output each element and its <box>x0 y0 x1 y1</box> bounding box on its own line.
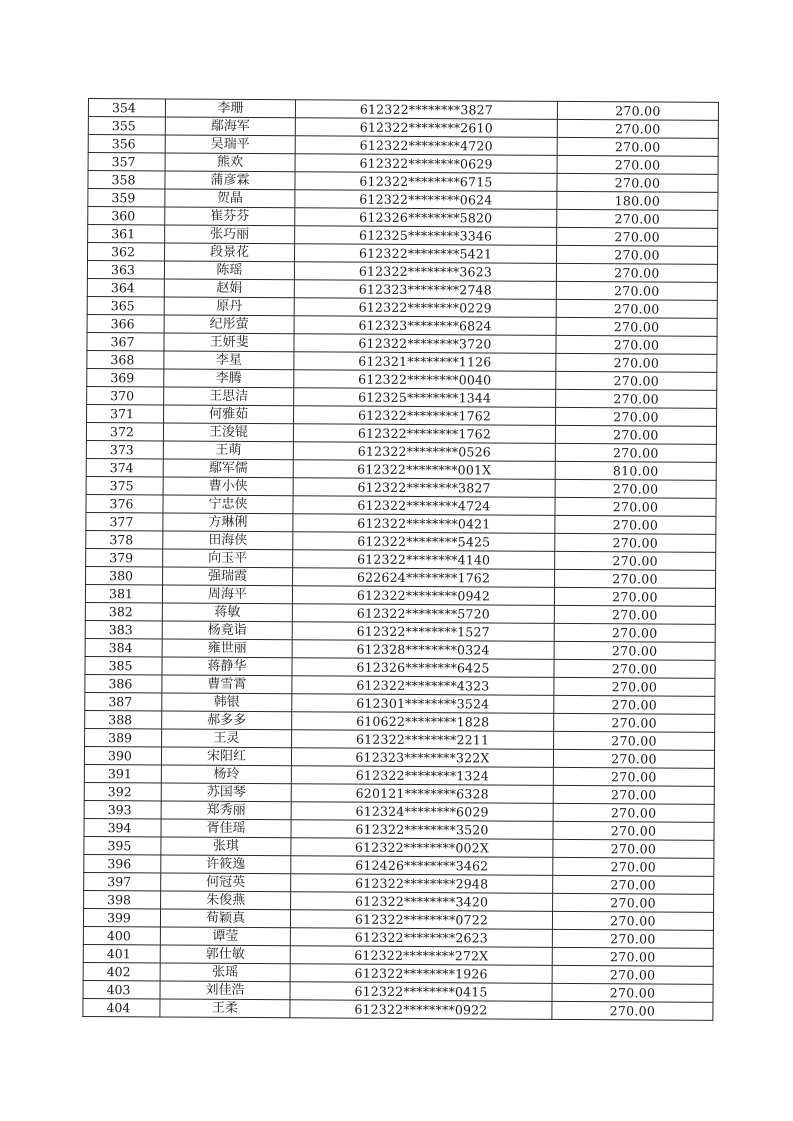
row-number-cell: 356 <box>88 135 165 153</box>
id-number-cell: 612326********6425 <box>292 658 554 678</box>
row-number-cell: 355 <box>88 117 165 135</box>
id-number-cell: 612322********3827 <box>295 100 557 120</box>
amount-cell: 270.00 <box>552 947 713 966</box>
amount-cell: 270.00 <box>555 515 716 534</box>
amount-cell: 270.00 <box>554 659 715 678</box>
amount-cell: 270.00 <box>553 803 714 822</box>
name-cell: 纪彤萤 <box>164 315 294 334</box>
amount-cell: 270.00 <box>555 479 716 498</box>
name-cell: 许筱逸 <box>161 855 291 874</box>
row-number-cell: 368 <box>87 350 164 368</box>
id-number-cell: 612322********002X <box>291 838 553 858</box>
name-cell: 杨玲 <box>161 765 291 784</box>
id-number-cell: 612322********0624 <box>295 190 557 210</box>
row-number-cell: 397 <box>84 872 161 890</box>
name-cell: 张琪 <box>161 837 291 856</box>
row-number-cell: 385 <box>85 656 162 674</box>
row-number-cell: 367 <box>87 332 164 350</box>
name-cell: 方琳俐 <box>163 513 293 532</box>
name-cell: 王萌 <box>163 441 293 460</box>
name-cell: 原丹 <box>164 297 294 316</box>
name-cell: 荀颖真 <box>160 909 290 928</box>
row-number-cell: 365 <box>87 296 164 314</box>
row-number-cell: 396 <box>84 854 161 872</box>
amount-cell: 270.00 <box>554 695 715 714</box>
row-number-cell: 381 <box>85 584 162 602</box>
row-number-cell: 371 <box>87 404 164 422</box>
amount-cell: 270.00 <box>552 983 713 1002</box>
amount-cell: 270.00 <box>552 911 713 930</box>
name-cell: 蒋敏 <box>162 603 292 622</box>
amount-cell: 270.00 <box>554 623 715 642</box>
amount-cell: 270.00 <box>556 281 717 300</box>
id-number-cell: 612322********0415 <box>290 982 552 1002</box>
id-number-cell: 612324********6029 <box>291 802 553 822</box>
amount-cell: 270.00 <box>553 839 714 858</box>
id-number-cell: 612323********2748 <box>294 280 556 300</box>
id-number-cell: 612322********6715 <box>295 172 557 192</box>
row-number-cell: 384 <box>85 638 162 656</box>
row-number-cell: 383 <box>85 620 162 638</box>
id-number-cell: 612322********1324 <box>291 766 553 786</box>
id-number-cell: 612322********5720 <box>292 604 554 624</box>
amount-cell: 270.00 <box>557 209 718 228</box>
name-cell: 郑秀丽 <box>161 801 291 820</box>
id-number-cell: 612326********5820 <box>295 208 557 228</box>
name-cell: 贺晶 <box>165 189 295 208</box>
amount-cell: 270.00 <box>553 821 714 840</box>
amount-cell: 270.00 <box>555 497 716 516</box>
row-number-cell: 379 <box>86 548 163 566</box>
id-number-cell: 612322********3827 <box>293 478 555 498</box>
name-cell: 王浚锟 <box>163 423 293 442</box>
name-cell: 胥佳瑶 <box>161 819 291 838</box>
row-number-cell: 360 <box>88 207 165 225</box>
row-number-cell: 354 <box>88 99 165 117</box>
row-number-cell: 395 <box>84 836 161 854</box>
amount-cell: 270.00 <box>554 677 715 696</box>
name-cell: 鄢海军 <box>165 117 295 136</box>
name-cell: 崔芬芬 <box>165 207 295 226</box>
row-number-cell: 373 <box>86 440 163 458</box>
name-cell: 李星 <box>164 351 294 370</box>
name-cell: 周海平 <box>162 585 292 604</box>
amount-cell: 270.00 <box>553 767 714 786</box>
amount-cell: 270.00 <box>554 713 715 732</box>
name-cell: 田海侠 <box>163 531 293 550</box>
amount-cell: 270.00 <box>556 317 717 336</box>
amount-cell: 270.00 <box>557 137 718 156</box>
id-number-cell: 612322********0526 <box>293 442 555 462</box>
name-cell: 李珊 <box>165 99 295 118</box>
id-number-cell: 620121********6328 <box>291 784 553 804</box>
id-number-cell: 612321********1126 <box>294 352 556 372</box>
amount-cell: 270.00 <box>556 299 717 318</box>
name-cell: 宋阳红 <box>161 747 291 766</box>
row-number-cell: 382 <box>85 602 162 620</box>
name-cell: 刘佳浩 <box>160 981 290 1000</box>
subsidy-list-table <box>82 98 719 1021</box>
id-number-cell: 612322********5421 <box>295 244 557 264</box>
name-cell: 王妍斐 <box>164 333 294 352</box>
row-number-cell: 372 <box>86 422 163 440</box>
id-number-cell: 612322********4720 <box>295 136 557 156</box>
row-number-cell: 388 <box>85 710 162 728</box>
row-number-cell: 402 <box>83 962 160 980</box>
row-number-cell: 398 <box>84 890 161 908</box>
row-number-cell: 362 <box>88 243 165 261</box>
id-number-cell: 612301********3524 <box>292 694 554 714</box>
amount-cell: 180.00 <box>557 191 718 210</box>
id-number-cell: 612322********272X <box>290 946 552 966</box>
id-number-cell: 612322********4140 <box>293 550 555 570</box>
name-cell: 赵娟 <box>164 279 294 298</box>
id-number-cell: 612322********2610 <box>295 118 557 138</box>
row-number-cell: 400 <box>83 926 160 944</box>
name-cell: 何冠英 <box>161 873 291 892</box>
id-number-cell: 612322********0229 <box>294 298 556 318</box>
name-cell: 熊欢 <box>165 153 295 172</box>
amount-cell: 270.00 <box>553 893 714 912</box>
amount-cell: 270.00 <box>553 875 714 894</box>
amount-cell: 270.00 <box>557 119 718 138</box>
name-cell: 张巧丽 <box>165 225 295 244</box>
id-number-cell: 612322********4323 <box>292 676 554 696</box>
id-number-cell: 612322********3720 <box>294 334 556 354</box>
row-number-cell: 357 <box>88 153 165 171</box>
row-number-cell: 386 <box>85 674 162 692</box>
amount-cell: 270.00 <box>556 263 717 282</box>
row-number-cell: 403 <box>83 980 160 998</box>
row-number-cell: 378 <box>86 530 163 548</box>
amount-cell: 270.00 <box>555 533 716 552</box>
name-cell: 郭仕敏 <box>160 945 290 964</box>
id-number-cell: 612322********0421 <box>293 514 555 534</box>
row-number-cell: 361 <box>88 225 165 243</box>
name-cell: 何雅茹 <box>164 405 294 424</box>
row-number-cell: 393 <box>84 800 161 818</box>
amount-cell: 270.00 <box>556 389 717 408</box>
name-cell: 苏国琴 <box>161 783 291 802</box>
id-number-cell: 612322********001X <box>293 460 555 480</box>
id-number-cell: 612322********2948 <box>291 874 553 894</box>
row-number-cell: 376 <box>86 494 163 512</box>
table-body <box>83 99 719 1021</box>
amount-cell: 270.00 <box>556 371 717 390</box>
id-number-cell: 612322********0040 <box>294 370 556 390</box>
id-number-cell: 612322********0629 <box>295 154 557 174</box>
name-cell: 谭莹 <box>160 927 290 946</box>
amount-cell: 270.00 <box>555 569 716 588</box>
id-number-cell: 612322********2623 <box>290 928 552 948</box>
id-number-cell: 612426********3462 <box>291 856 553 876</box>
row-number-cell: 391 <box>84 764 161 782</box>
amount-cell: 270.00 <box>554 641 715 660</box>
name-cell: 宁忠侠 <box>163 495 293 514</box>
id-number-cell: 612325********3346 <box>295 226 557 246</box>
name-cell: 朱俊燕 <box>161 891 291 910</box>
name-cell: 蒲彦霖 <box>165 171 295 190</box>
name-cell: 向玉平 <box>163 549 293 568</box>
table-row <box>83 998 713 1020</box>
row-number-cell: 389 <box>85 728 162 746</box>
name-cell: 吴瑞平 <box>165 135 295 154</box>
name-cell: 韩银 <box>162 693 292 712</box>
row-number-cell: 375 <box>86 476 163 494</box>
name-cell: 段景花 <box>165 243 295 262</box>
amount-cell: 270.00 <box>554 587 715 606</box>
amount-cell: 270.00 <box>557 227 718 246</box>
id-number-cell: 612322********2211 <box>292 730 554 750</box>
id-number-cell: 612322********3420 <box>291 892 553 912</box>
row-number-cell: 380 <box>86 566 163 584</box>
amount-cell: 270.00 <box>557 101 718 120</box>
row-number-cell: 374 <box>86 458 163 476</box>
name-cell: 陈瑶 <box>164 261 294 280</box>
row-number-cell: 363 <box>87 261 164 279</box>
row-number-cell: 387 <box>85 692 162 710</box>
id-number-cell: 612325********1344 <box>294 388 556 408</box>
row-number-cell: 390 <box>84 746 161 764</box>
id-number-cell: 612322********1527 <box>292 622 554 642</box>
id-number-cell: 612323********6824 <box>294 316 556 336</box>
amount-cell: 270.00 <box>552 1001 713 1020</box>
id-number-cell: 610622********1828 <box>292 712 554 732</box>
row-number-cell: 392 <box>84 782 161 800</box>
amount-cell: 270.00 <box>557 173 718 192</box>
name-cell: 王柔 <box>160 999 290 1018</box>
row-number-cell: 364 <box>87 278 164 296</box>
amount-cell: 270.00 <box>554 731 715 750</box>
row-number-cell: 366 <box>87 314 164 332</box>
id-number-cell: 612323********322X <box>291 748 553 768</box>
amount-cell: 270.00 <box>552 965 713 984</box>
amount-cell: 270.00 <box>555 443 716 462</box>
id-number-cell: 612322********0722 <box>290 910 552 930</box>
amount-cell: 270.00 <box>552 929 713 948</box>
amount-cell: 270.00 <box>555 551 716 570</box>
row-number-cell: 358 <box>88 171 165 189</box>
name-cell: 蒋静华 <box>162 657 292 676</box>
id-number-cell: 612322********3623 <box>294 262 556 282</box>
amount-cell: 270.00 <box>556 407 717 426</box>
name-cell: 强瑞霞 <box>163 567 293 586</box>
id-number-cell: 612322********1762 <box>294 406 556 426</box>
amount-cell: 270.00 <box>553 749 714 768</box>
name-cell: 郝多多 <box>162 711 292 730</box>
row-number-cell: 370 <box>87 386 164 404</box>
id-number-cell: 612322********5425 <box>293 532 555 552</box>
id-number-cell: 622624********1762 <box>293 568 555 588</box>
id-number-cell: 612322********0922 <box>290 1000 552 1020</box>
id-number-cell: 612322********3520 <box>291 820 553 840</box>
amount-cell: 270.00 <box>553 857 714 876</box>
amount-cell: 270.00 <box>553 785 714 804</box>
name-cell: 李腾 <box>164 369 294 388</box>
name-cell: 鄢军儒 <box>163 459 293 478</box>
row-number-cell: 359 <box>88 189 165 207</box>
id-number-cell: 612322********1762 <box>293 424 555 444</box>
row-number-cell: 404 <box>83 998 160 1016</box>
amount-cell: 270.00 <box>556 335 717 354</box>
amount-cell: 270.00 <box>554 605 715 624</box>
name-cell: 曹小侠 <box>163 477 293 496</box>
row-number-cell: 399 <box>83 908 160 926</box>
name-cell: 雍世丽 <box>162 639 292 658</box>
name-cell: 杨竟诣 <box>162 621 292 640</box>
amount-cell: 270.00 <box>555 425 716 444</box>
id-number-cell: 612322********1926 <box>290 964 552 984</box>
name-cell: 王灵 <box>162 729 292 748</box>
amount-cell: 810.00 <box>555 461 716 480</box>
row-number-cell: 401 <box>83 944 160 962</box>
amount-cell: 270.00 <box>556 245 717 264</box>
name-cell: 王思洁 <box>164 387 294 406</box>
id-number-cell: 612322********0942 <box>292 586 554 606</box>
name-cell: 张瑶 <box>160 963 290 982</box>
amount-cell: 270.00 <box>556 353 717 372</box>
id-number-cell: 612322********4724 <box>293 496 555 516</box>
row-number-cell: 394 <box>84 818 161 836</box>
name-cell: 曹雪霄 <box>162 675 292 694</box>
amount-cell: 270.00 <box>557 155 718 174</box>
row-number-cell: 369 <box>87 368 164 386</box>
row-number-cell: 377 <box>86 512 163 530</box>
id-number-cell: 612328********0324 <box>292 640 554 660</box>
